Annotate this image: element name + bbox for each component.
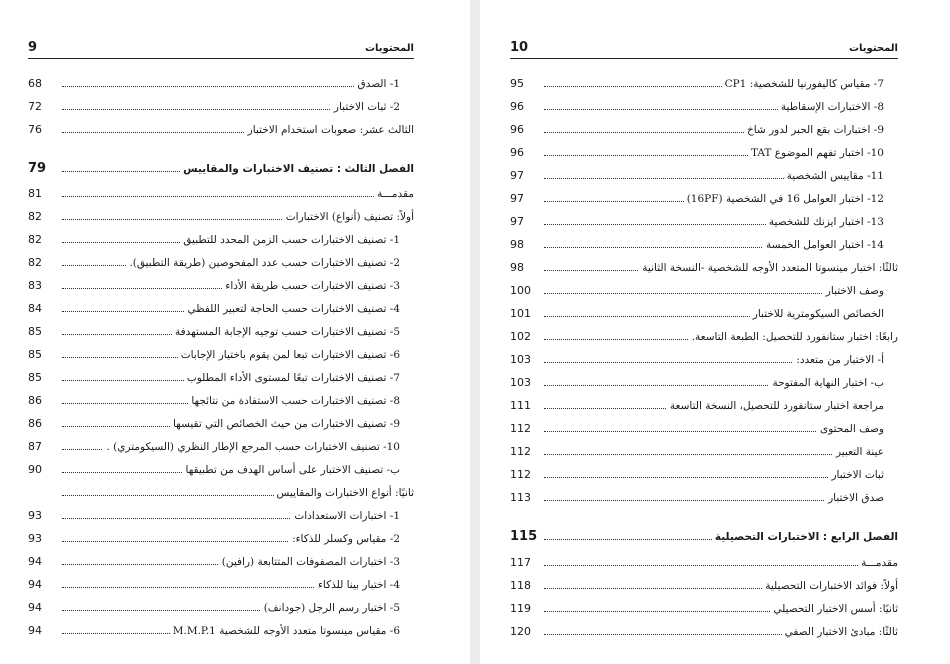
- toc-entry: [510, 306, 898, 322]
- toc-entry-title: 9- اختبارات بقع الحبر لدور شاخ: [744, 122, 884, 138]
- toc-entry-title: 7- مقياس كاليفورنيا للشخصية: CP1: [722, 76, 884, 92]
- toc-entry-title: ب- اختبار النهاية المفتوحة: [769, 375, 884, 391]
- toc-entry: [510, 122, 898, 138]
- toc-page-number: 94: [28, 578, 42, 591]
- page-number: 10: [510, 40, 529, 55]
- toc-page-number: 94: [28, 624, 42, 637]
- toc-page-number: 85: [28, 371, 42, 384]
- toc-page-number: 112: [510, 445, 531, 458]
- toc-page-number: 83: [28, 279, 42, 292]
- toc-entry-title: الفصل الرابع : الاختبارات التحصيلية: [712, 529, 898, 545]
- dot-leader: [544, 555, 878, 566]
- toc-page-number: 98: [510, 261, 524, 274]
- toc-entry-title: 4- اختبار بينا للذكاء: [315, 577, 400, 593]
- toc-entry-title: 3- تصنيف الاختبارات حسب طريقة الأداء: [222, 278, 400, 294]
- toc-page-number: 102: [510, 330, 531, 343]
- toc-page-number: 82: [28, 256, 42, 269]
- toc-page-number: 96: [510, 123, 524, 136]
- toc-chapter-heading: [28, 161, 414, 177]
- toc-page-number: 117: [510, 556, 531, 569]
- toc-page-number: 76: [28, 123, 42, 136]
- toc-entry-title: أولاً: تصنيف (أنواع) الاختبارات: [283, 209, 414, 225]
- toc-entry-title: 11- مقاييس الشخصية: [784, 168, 884, 184]
- toc-page-number: 68: [28, 77, 42, 90]
- toc-entry: [28, 301, 414, 317]
- toc-entry: [510, 444, 898, 460]
- toc-entry-title: عينة التعبير: [833, 444, 884, 460]
- toc-entry: [510, 555, 898, 571]
- toc-entry-title: الفصل الثالث : تصنيف الاختبارات والمقاييس: [180, 161, 414, 177]
- toc-entry: [510, 490, 898, 506]
- toc-entry-title: ب- تصنيف الاختبار على أساس الهدف من تطبيقها: [183, 462, 400, 478]
- toc-entry-title: ثبات الاختبار: [828, 467, 884, 483]
- dot-leader: [544, 283, 864, 294]
- toc-entry-title: صدق الاختبار: [825, 490, 884, 506]
- toc-entry-title: أ- الاختبار من متعدد:: [793, 352, 884, 368]
- toc-entry: [28, 462, 414, 478]
- toc-entry: [28, 324, 414, 340]
- toc-page-number: 97: [510, 169, 524, 182]
- toc-entry-title: 2- مقياس وكسلر للذكاء:: [289, 531, 400, 547]
- toc-entry: [510, 624, 898, 640]
- toc-entry-title: مقدمـــة: [858, 555, 898, 571]
- header-title: المحتويات: [364, 43, 414, 54]
- toc-entry-title: 8- الاختبارات الإسقاطية: [778, 99, 884, 115]
- toc-entry-title: ثانيًا: أنواع الاختبارات والمقاييس: [274, 485, 414, 501]
- toc-page-number: 84: [28, 302, 42, 315]
- toc-entry-title: الثالث عشر: صعوبات استخدام الاختبار: [245, 122, 414, 138]
- toc-entry: [28, 76, 414, 92]
- toc-entry: [28, 232, 414, 248]
- toc-entry-title: 10- اختبار تفهم الموضوع TAT: [748, 145, 884, 161]
- toc-entry: [28, 99, 414, 115]
- toc-entry-title: وصف الاختبار: [823, 283, 884, 299]
- toc-entry-title: 1- تصنيف الاختبارات حسب الزمن المحدد للتطبيق: [180, 232, 400, 248]
- toc-entry-title: 6- مقياس مينسوتا متعدد الأوجه للشخصية M.M.P.1: [170, 623, 400, 639]
- toc-entry: [510, 283, 898, 299]
- toc-entry: [28, 209, 414, 225]
- toc-entry-title: ثانيًا: أسس الاختبار التحصيلي: [770, 601, 898, 617]
- toc-entry: [28, 623, 414, 639]
- toc-entry-title: 13- اختبار ايزنك للشخصية: [766, 214, 884, 230]
- toc-entry: [510, 191, 898, 207]
- toc-page-number: 103: [510, 353, 531, 366]
- toc-page-number: 90: [28, 463, 42, 476]
- toc-page-number: 97: [510, 215, 524, 228]
- toc-entry: [510, 329, 898, 345]
- toc-entry-title: أولاً: فوائد الاختبارات التحصيلية: [762, 578, 898, 594]
- toc-entry: [510, 237, 898, 253]
- toc-entry: [510, 214, 898, 230]
- toc-entry-title: 2- ثبات الاختبار: [331, 99, 400, 115]
- toc-entry-title: ثالثًا: مبادئ الاختبار الصفي: [782, 624, 898, 640]
- toc-entry: [510, 352, 898, 368]
- toc-page-number: 115: [510, 529, 538, 544]
- toc-page-number: 96: [510, 100, 524, 113]
- toc-entry: [510, 421, 898, 437]
- toc-entry: [28, 485, 414, 501]
- toc-page-number: 79: [28, 161, 47, 176]
- left-page: [0, 0, 470, 664]
- toc-page-number: 120: [510, 625, 531, 638]
- dot-leader: [62, 76, 380, 87]
- toc-entry-title: 9- تصنيف الاختبارات من حيث الخصائص التي تقيسها: [170, 416, 400, 432]
- dot-leader: [544, 490, 864, 501]
- toc-entry: [510, 168, 898, 184]
- toc-entry-title: 1- اختبارات الاستعدادات: [291, 508, 400, 524]
- toc-entry: [510, 145, 898, 161]
- toc-entry: [28, 439, 414, 455]
- toc-entry-title: ثالثًا: اختبار مينسوتا المتعدد الأوجه للشخصية -النسخة الثانية: [639, 260, 898, 276]
- toc-page-number: 97: [510, 192, 524, 205]
- toc-entry-title: 1- الصدق: [355, 76, 400, 92]
- toc-entry: [28, 347, 414, 363]
- toc-entry: [28, 393, 414, 409]
- toc-page-number: 87: [28, 440, 42, 453]
- toc-entry-title: 3- اختبارات المصفوفات المتتابعة (رافين): [219, 554, 400, 570]
- toc-page-number: 72: [28, 100, 42, 113]
- toc-entry: [510, 601, 898, 617]
- toc-entry-title: 5- اختبار رسم الرجل (جودانف): [261, 600, 400, 616]
- toc-page-number: 113: [510, 491, 531, 504]
- toc-entry: [510, 398, 898, 414]
- toc-entry-title: 4- تصنيف الاختبارات حسب الحاجة لتعبير اللفظي: [184, 301, 400, 317]
- toc-page-number: 81: [28, 187, 42, 200]
- toc-entry: [28, 531, 414, 547]
- toc-page-number: 85: [28, 325, 42, 338]
- toc-entry-title: مقدمـــة: [374, 186, 414, 202]
- toc-entry-title: الخصائص السيكومترية للاختبار: [750, 306, 884, 322]
- toc-page-number: 111: [510, 399, 531, 412]
- toc-page-number: 112: [510, 422, 531, 435]
- toc-entry-title: 7- تصنيف الاختبارات تبعًا لمستوى الأداء المطلوب: [184, 370, 400, 386]
- toc-entry: [28, 554, 414, 570]
- toc-page-number: 101: [510, 307, 531, 320]
- toc-page-number: 82: [28, 233, 42, 246]
- toc-entry: [28, 416, 414, 432]
- toc-page-number: 93: [28, 509, 42, 522]
- toc-entry-title: 10- تصنيف الاختبارات حسب المرجع الإطار النظري (السيكومتري) .: [103, 439, 400, 455]
- dot-leader: [544, 444, 864, 455]
- toc-entry-title: 2- تصنيف الاختبارات حسب عدد المفحوصين (طريقة التطبيق).: [126, 255, 400, 271]
- header-title: المحتويات: [848, 43, 898, 54]
- toc-page-number: 86: [28, 417, 42, 430]
- toc-entry: [28, 600, 414, 616]
- dot-leader: [62, 186, 394, 197]
- toc-page-number: 112: [510, 468, 531, 481]
- page-number: 9: [28, 40, 38, 55]
- toc-entry: [510, 467, 898, 483]
- toc-entry: [510, 260, 898, 276]
- toc-page-number: 103: [510, 376, 531, 389]
- toc-entry: [510, 99, 898, 115]
- toc-entry-title: رابعًا: اختبار ستانفورد للتحصيل: الطبعة التاسعة.: [689, 329, 898, 345]
- toc-entry-title: 8- تصنيف الاختبارات حسب الاستفادة من نتائجها: [188, 393, 400, 409]
- right-page: [480, 0, 950, 664]
- toc-entry: [28, 278, 414, 294]
- toc-entry: [28, 508, 414, 524]
- toc-page-number: 118: [510, 579, 531, 592]
- toc-entry: [28, 370, 414, 386]
- page-header: [28, 36, 414, 59]
- toc-entry: [28, 186, 414, 202]
- toc-page-number: 98: [510, 238, 524, 251]
- toc-entry: [510, 578, 898, 594]
- book-gutter: [470, 0, 480, 664]
- toc-page-number: 119: [510, 602, 531, 615]
- toc-entry-title: 6- تصنيف الاختبارات تبعا لمن يقوم باختيار الإجابات: [178, 347, 400, 363]
- toc-page-number: 85: [28, 348, 42, 361]
- toc-page-number: 93: [28, 532, 42, 545]
- toc-page-number: 94: [28, 555, 42, 568]
- toc-page-number: 100: [510, 284, 531, 297]
- toc-page-number: 86: [28, 394, 42, 407]
- toc-page-number: 82: [28, 210, 42, 223]
- toc-entry-title: 5- تصنيف الاختبارات حسب توجيه الإجابة المستهدفة: [172, 324, 400, 340]
- toc-page-number: 95: [510, 77, 524, 90]
- toc-entry: [28, 122, 414, 138]
- toc-page-number: 94: [28, 601, 42, 614]
- toc-entry: [510, 76, 898, 92]
- toc-entry-title: 14- اختبار العوامل الخمسة: [763, 237, 884, 253]
- toc-entry-title: 12- اختبار العوامل 16 في الشخصية (16PF): [684, 191, 884, 207]
- toc-entry: [510, 375, 898, 391]
- dot-leader: [544, 467, 864, 478]
- page-header: [510, 36, 898, 59]
- toc-entry-title: وصف المحتوى: [817, 421, 884, 437]
- dot-leader: [544, 421, 864, 432]
- toc-entry: [28, 255, 414, 271]
- toc-page-number: 96: [510, 146, 524, 159]
- toc-entry: [28, 577, 414, 593]
- toc-chapter-heading: [510, 529, 898, 545]
- toc-entry-title: مراجعة اختبار ستانفورد للتحصيل، النسخة التاسعة: [667, 398, 884, 414]
